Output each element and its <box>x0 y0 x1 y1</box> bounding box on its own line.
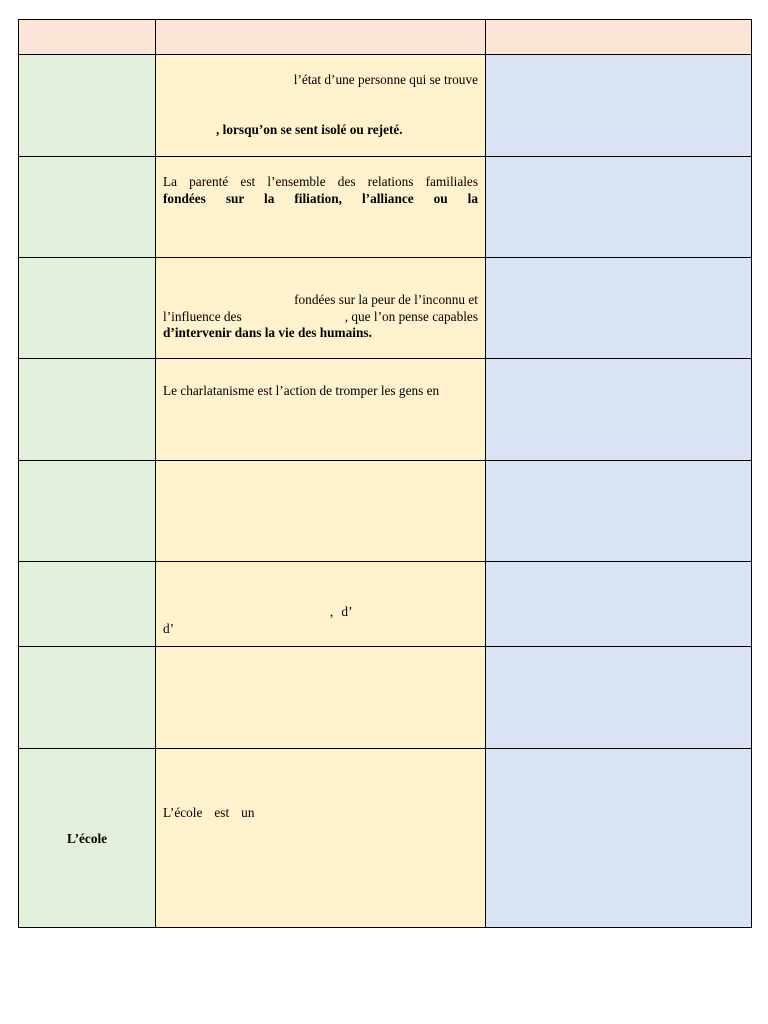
definition-cell <box>156 55 486 157</box>
word-cell <box>19 258 156 359</box>
definition-line: Le charlatanisme est l’action de tromper les gens en <box>163 383 440 398</box>
word-cell <box>19 562 156 647</box>
notes-cell <box>486 562 752 647</box>
definition-cell <box>156 647 486 749</box>
definition-cell <box>156 461 486 562</box>
definition-fragment: , <box>330 604 334 619</box>
notes-cell <box>486 157 752 258</box>
table-row <box>19 461 752 562</box>
notes-cell <box>486 55 752 157</box>
notes-cell <box>486 647 752 749</box>
word-cell <box>19 55 156 157</box>
definition-line-bold: d’intervenir dans la vie des humains. <box>163 325 372 341</box>
definition-fragment: d’ <box>341 604 353 619</box>
definition-line <box>156 749 485 822</box>
definition-line: La parenté est l’ensemble des relations familiales <box>163 174 478 189</box>
definition-cell <box>156 258 486 359</box>
table-header-row <box>19 20 752 55</box>
definition-fragment: l’influence des <box>163 308 242 324</box>
definition-line: d’ <box>163 620 175 636</box>
definition-line <box>156 562 485 621</box>
word-cell <box>19 749 156 928</box>
definition-cell <box>156 157 486 258</box>
definition-line-bold: fondées sur la filiation, l’alliance ou la <box>163 190 478 206</box>
table-row <box>19 359 752 461</box>
word-label: L’école <box>66 831 108 846</box>
table-row <box>19 647 752 749</box>
definition-cell <box>156 359 486 461</box>
table-row <box>19 749 752 928</box>
vocabulary-table <box>18 19 752 928</box>
word-cell <box>19 359 156 461</box>
word-cell <box>19 157 156 258</box>
notes-cell <box>486 749 752 928</box>
header-cell-definition <box>156 20 486 55</box>
header-cell-word <box>19 20 156 55</box>
definition-line-bold: , lorsqu’on se sent isolé ou rejeté. <box>216 121 403 137</box>
notes-cell <box>486 461 752 562</box>
definition-line: l’état d’une personne qui se trouve <box>293 72 478 87</box>
definition-cell <box>156 749 486 928</box>
notes-cell <box>486 359 752 461</box>
table-row <box>19 562 752 647</box>
word-cell <box>19 461 156 562</box>
word-cell <box>19 647 156 749</box>
definition-fragment: , que l’on pense capables <box>344 308 478 324</box>
definition-fragment: est <box>214 805 230 820</box>
table-row <box>19 157 752 258</box>
definition-fragment: un <box>241 805 255 820</box>
notes-cell <box>486 258 752 359</box>
definition-line: fondées sur la peur de l’inconnu et <box>294 292 478 307</box>
definition-fragment: L’école <box>163 805 203 820</box>
table-row <box>19 55 752 157</box>
definition-line <box>156 309 485 326</box>
definition-cell <box>156 562 486 647</box>
table-row <box>19 258 752 359</box>
header-cell-notes <box>486 20 752 55</box>
